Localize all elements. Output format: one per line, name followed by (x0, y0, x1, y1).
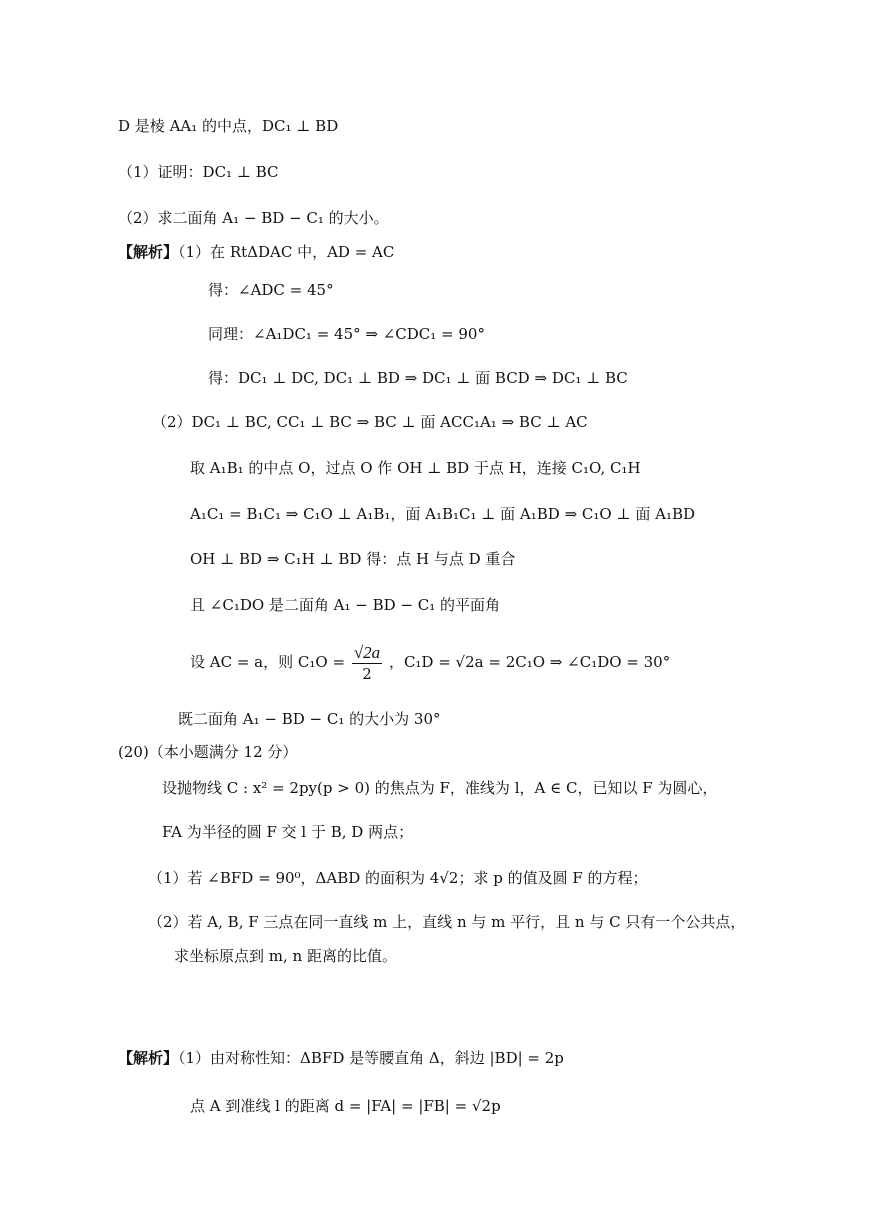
q19-intro: D 是棱 AA₁ 的中点，DC₁ ⊥ BD (118, 117, 339, 135)
fraction-denominator: 2 (362, 664, 372, 683)
solution19-p1-start: （1）在 RtΔDAC 中，AD = AC (178, 243, 395, 261)
q19-part1: （1）证明：DC₁ ⊥ BC (118, 163, 279, 181)
frac-prefix: 设 AC = a，则 C₁O = (190, 653, 346, 671)
fraction-numerator: √2a (353, 642, 381, 662)
solution-label: 【解析】 (118, 1049, 179, 1067)
solution19-p2-line6 (190, 640, 670, 684)
q20-line2: FA 为半径的圆 F 交 l 于 B, D 两点； (162, 823, 414, 841)
q20-part1: （1）若 ∠BFD = 90⁰，ΔABD 的面积为 4√2；求 p 的值及圆 F 的方程； (148, 869, 648, 887)
solution19-p1-line4: 得：DC₁ ⊥ DC, DC₁ ⊥ BD ⇒ DC₁ ⊥ 面 BCD ⇒ DC₁ ⊥ BC (208, 369, 628, 387)
solution19-p2-line2: 取 A₁B₁ 的中点 O，过点 O 作 OH ⊥ BD 于点 H，连接 C₁O, C₁H (190, 459, 641, 477)
solution20-line2: 点 A 到准线 l 的距离 d = |FA| = |FB| = √2p (190, 1097, 501, 1115)
solution19-p2-line1: （2）DC₁ ⊥ BC, CC₁ ⊥ BC ⇒ BC ⊥ 面 ACC₁A₁ ⇒ BC ⊥ AC (152, 413, 588, 431)
solution19-p2-line7: 既二面角 A₁ − BD − C₁ 的大小为 30° (178, 710, 441, 728)
q20-header: (20)（本小题满分 12 分） (118, 743, 298, 761)
solution19-p2-line4: OH ⊥ BD ⇒ C₁H ⊥ BD 得：点 H 与点 D 重合 (190, 550, 516, 568)
q20-part2-line1: （2）若 A, B, F 三点在同一直线 m 上，直线 n 与 m 平行，且 n 与 C 只有一个公共点， (148, 913, 746, 931)
q19-part2: （2）求二面角 A₁ − BD − C₁ 的大小。 (118, 209, 389, 227)
solution-label: 【解析】 (118, 243, 179, 261)
solution19-line1 (118, 240, 394, 264)
q20-part2-line2: 求坐标原点到 m, n 距离的比值。 (174, 947, 397, 965)
solution19-p2-line5: 且 ∠C₁DO 是二面角 A₁ − BD − C₁ 的平面角 (190, 596, 501, 614)
solution20-line1 (118, 1046, 564, 1070)
fraction (352, 643, 382, 684)
solution19-p1-line3: 同理：∠A₁DC₁ = 45° ⇒ ∠CDC₁ = 90° (208, 325, 485, 343)
solution19-p2-line3: A₁C₁ = B₁C₁ ⇒ C₁O ⊥ A₁B₁，面 A₁B₁C₁ ⊥ 面 A₁BD ⇒ C₁O ⊥ 面 A₁BD (190, 505, 696, 523)
frac-suffix: ，C₁D = √2a = 2C₁O ⇒ ∠C₁DO = 30° (388, 653, 671, 671)
solution20-l1-text: （1）由对称性知：ΔBFD 是等腰直角 Δ，斜边 |BD| = 2p (178, 1049, 564, 1067)
solution19-p1-line2: 得：∠ADC = 45° (208, 281, 334, 299)
q20-line1: 设抛物线 C : x² = 2py(p > 0) 的焦点为 F，准线为 l，A ∈ C，已知以 F 为圆心， (162, 779, 718, 797)
